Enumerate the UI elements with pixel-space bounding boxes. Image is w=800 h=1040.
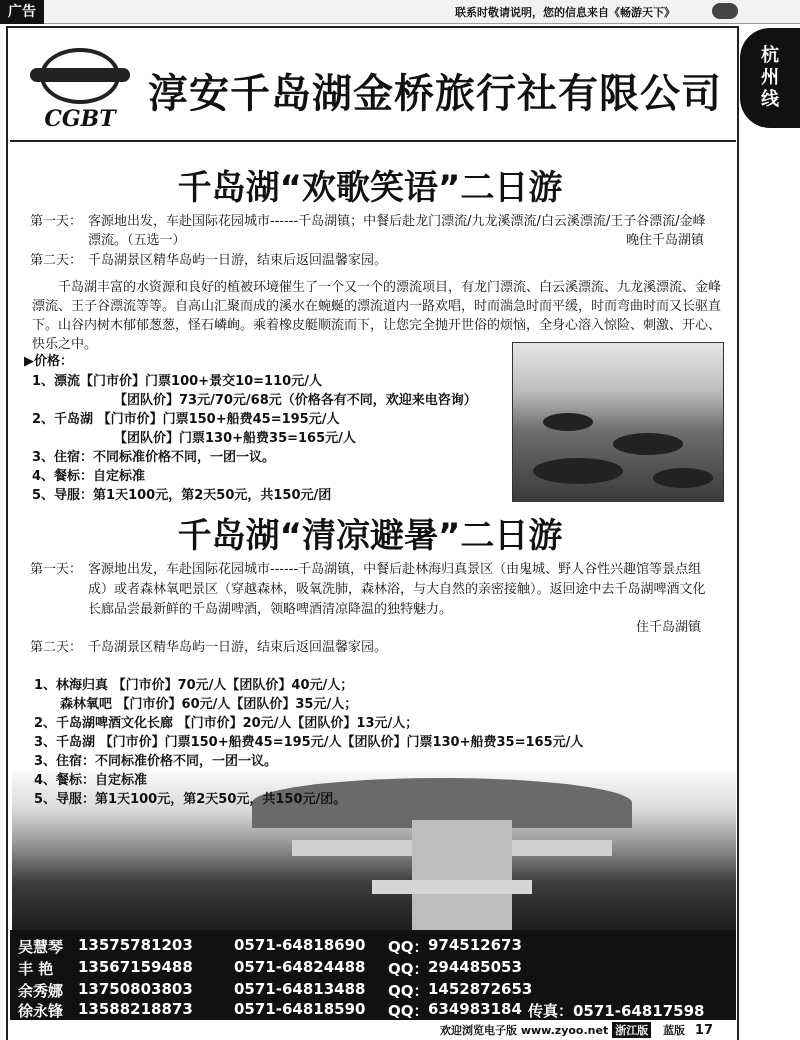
tour2-title — [0, 508, 740, 557]
tour1-price: 4、餐标：自定标准 — [32, 469, 146, 484]
tour1-intro: 千岛湖丰富的水资源和良好的植被环境催生了一个又一个的漂流项目，有龙门漂流、白云溪漂流、九龙溪漂流、金峰漂流、王子谷漂流等等。自高山汇聚而成的溪水在蜿蜒的漂流道内一路欢唱，时而湍急时而平缓，时而弯曲时而又长驱直下。山谷内树木郁郁葱葱，怪石嶙峋。乘着橡皮艇顺流而下，让您完全抛开世俗的烦恼，全身心溶入惊险、刺激、开心、快乐之中。 — [32, 280, 722, 352]
tour1-day1-text: 客源地出发，车赴国际花园城市------千岛湖镇；中餐后赴龙门漂流/九龙溪漂流/白云溪漂流/王子谷漂流/金峰漂流。（五选一） — [88, 214, 706, 248]
tour1-price: 【团队价】门票130+船费35=165元/人 — [114, 431, 356, 446]
contact-qq-label: QQ： — [388, 1002, 429, 1020]
tour1-day2-label: 第二天： — [30, 253, 83, 268]
tour2-price: 5、导服：第1天100元，第2天50元，共150元/团。 — [34, 792, 347, 807]
contact-mobile: 13588218873 — [78, 1000, 193, 1018]
tour2-price: 3、住宿：不同标准价格不同，一团一议。 — [34, 754, 278, 769]
ad-tag: 广告 — [0, 0, 44, 24]
tour1-title-b: ”二日游 — [438, 168, 563, 208]
tour1-price: 2、千岛湖 【门市价】门票150+船费45=195元/人 — [32, 412, 340, 427]
region-tab — [740, 28, 800, 128]
contact-name: 丰 艳 — [18, 960, 54, 978]
tour2-price: 3、千岛湖 【门市价】门票150+船费45=195元/人【团队价】门票130+船费35=165元/人 — [34, 735, 584, 750]
tour2-title-a: 千岛湖“ — [177, 516, 302, 556]
contact-row — [10, 1000, 736, 1022]
top-bar — [0, 0, 800, 24]
contact-qq: 974512673 — [428, 936, 522, 954]
company-name: 淳安千岛湖金桥旅行社有限公司 — [148, 71, 722, 117]
contact-qq: 634983184 — [428, 1000, 522, 1018]
tour1-title-em: 欢歌笑语 — [302, 168, 438, 208]
tour2-price: 4、餐标：自定标准 — [34, 773, 148, 788]
contact-block — [10, 930, 736, 1020]
edition-badge: 浙江版 — [612, 1022, 651, 1038]
region-tab-char: 杭 — [761, 45, 779, 66]
contact-qq-label: QQ： — [388, 960, 429, 978]
contact-qq: 1452872653 — [428, 980, 533, 998]
region-tab-char: 州 — [761, 67, 779, 88]
price-label-text: 价格： — [34, 354, 74, 369]
tour1-title — [0, 160, 740, 209]
footer-text: 欢迎浏览电子版 www.zyoo.net — [440, 1024, 609, 1037]
contact-mobile: 13750803803 — [78, 980, 193, 998]
tour2-day1-stay: 住千岛湖镇 — [636, 620, 702, 635]
contact-phone: 0571-64813488 — [234, 980, 366, 998]
tour2-day1-label: 第一天： — [30, 562, 83, 577]
tour2-price: 1、林海归真 【门市价】70元/人【团队价】40元/人； — [34, 678, 354, 693]
tour1-price: 5、导服：第1天100元，第2天50元，共150元/团 — [32, 488, 332, 503]
contact-mobile: 13575781203 — [78, 936, 193, 954]
tour2-price: 森林氧吧 【门市价】60元/人【团队价】35元/人； — [60, 697, 358, 712]
region-tab-char: 线 — [761, 89, 779, 110]
tour2-title-em: 清凉避暑 — [302, 516, 438, 556]
contact-qq-label: QQ： — [388, 982, 429, 1000]
contact-row — [10, 958, 736, 980]
tour2-day2-text: 千岛湖景区精华岛屿一日游，结束后返回温馨家园。 — [88, 640, 388, 655]
company-header — [10, 32, 736, 142]
tour2-day1-text: 客源地出发，车赴国际花园城市------千岛湖镇，中餐后赴林海归真景区（由鬼城、野人谷性兴趣馆等景点组成）或者森林氧吧景区（穿越森林，吸氧洗肺，森林浴，与大自然的亲密接触）。返回途中去千岛湖啤酒文化长廊品尝最新鲜的千岛湖啤酒，领略啤酒清凉降温的独特魅力。 — [88, 562, 706, 617]
contact-phone: 0571-64818690 — [234, 936, 366, 954]
logo-text: CGBT — [44, 106, 116, 132]
lake-islands-photo — [512, 342, 724, 502]
contact-fax: 传真：0571-64817598 — [528, 1002, 705, 1020]
contact-row — [10, 980, 736, 1002]
tour1-title-a: 千岛湖“ — [177, 168, 302, 208]
logo-band — [30, 68, 130, 82]
contact-mobile: 13567159488 — [78, 958, 193, 976]
tour1-price: 3、住宿：不同标准价格不同，一团一议。 — [32, 450, 276, 465]
contact-row — [10, 936, 736, 958]
contact-name: 余秀娜 — [18, 982, 64, 1000]
price-label: ▶价格： — [24, 354, 74, 369]
contact-name: 吴慧琴 — [18, 938, 64, 956]
source-note: 联系时敬请说明，您的信息来自《畅游天下》 — [455, 6, 675, 19]
tour1-price: 【团队价】73元/70元/68元（价格各有不同，欢迎来电咨询） — [114, 393, 477, 408]
car-logo-icon — [712, 3, 738, 19]
contact-qq-label: QQ： — [388, 938, 429, 956]
company-logo — [30, 48, 130, 132]
tour2-price: 2、千岛湖啤酒文化长廊 【门市价】20元/人【团队价】13元/人； — [34, 716, 419, 731]
edition-color: 蓝版 — [663, 1024, 686, 1037]
contact-phone: 0571-64818590 — [234, 1000, 366, 1018]
tour1-day1-stay: 晚住千岛湖镇 — [626, 233, 705, 248]
tour1-day1-label: 第一天： — [30, 214, 83, 229]
page-number: 17 — [694, 1023, 713, 1038]
contact-name: 徐永锋 — [18, 1002, 64, 1020]
page-footer — [440, 1022, 713, 1038]
tour1-day2-text: 千岛湖景区精华岛屿一日游，结束后返回温馨家园。 — [88, 253, 388, 268]
tour1-price: 1、漂流【门市价】门票100+景交10=110元/人 — [32, 374, 322, 389]
tour2-title-b: ”二日游 — [438, 516, 563, 556]
contact-phone: 0571-64824488 — [234, 958, 366, 976]
tour2-day2-label: 第二天： — [30, 640, 83, 655]
contact-qq: 294485053 — [428, 958, 522, 976]
